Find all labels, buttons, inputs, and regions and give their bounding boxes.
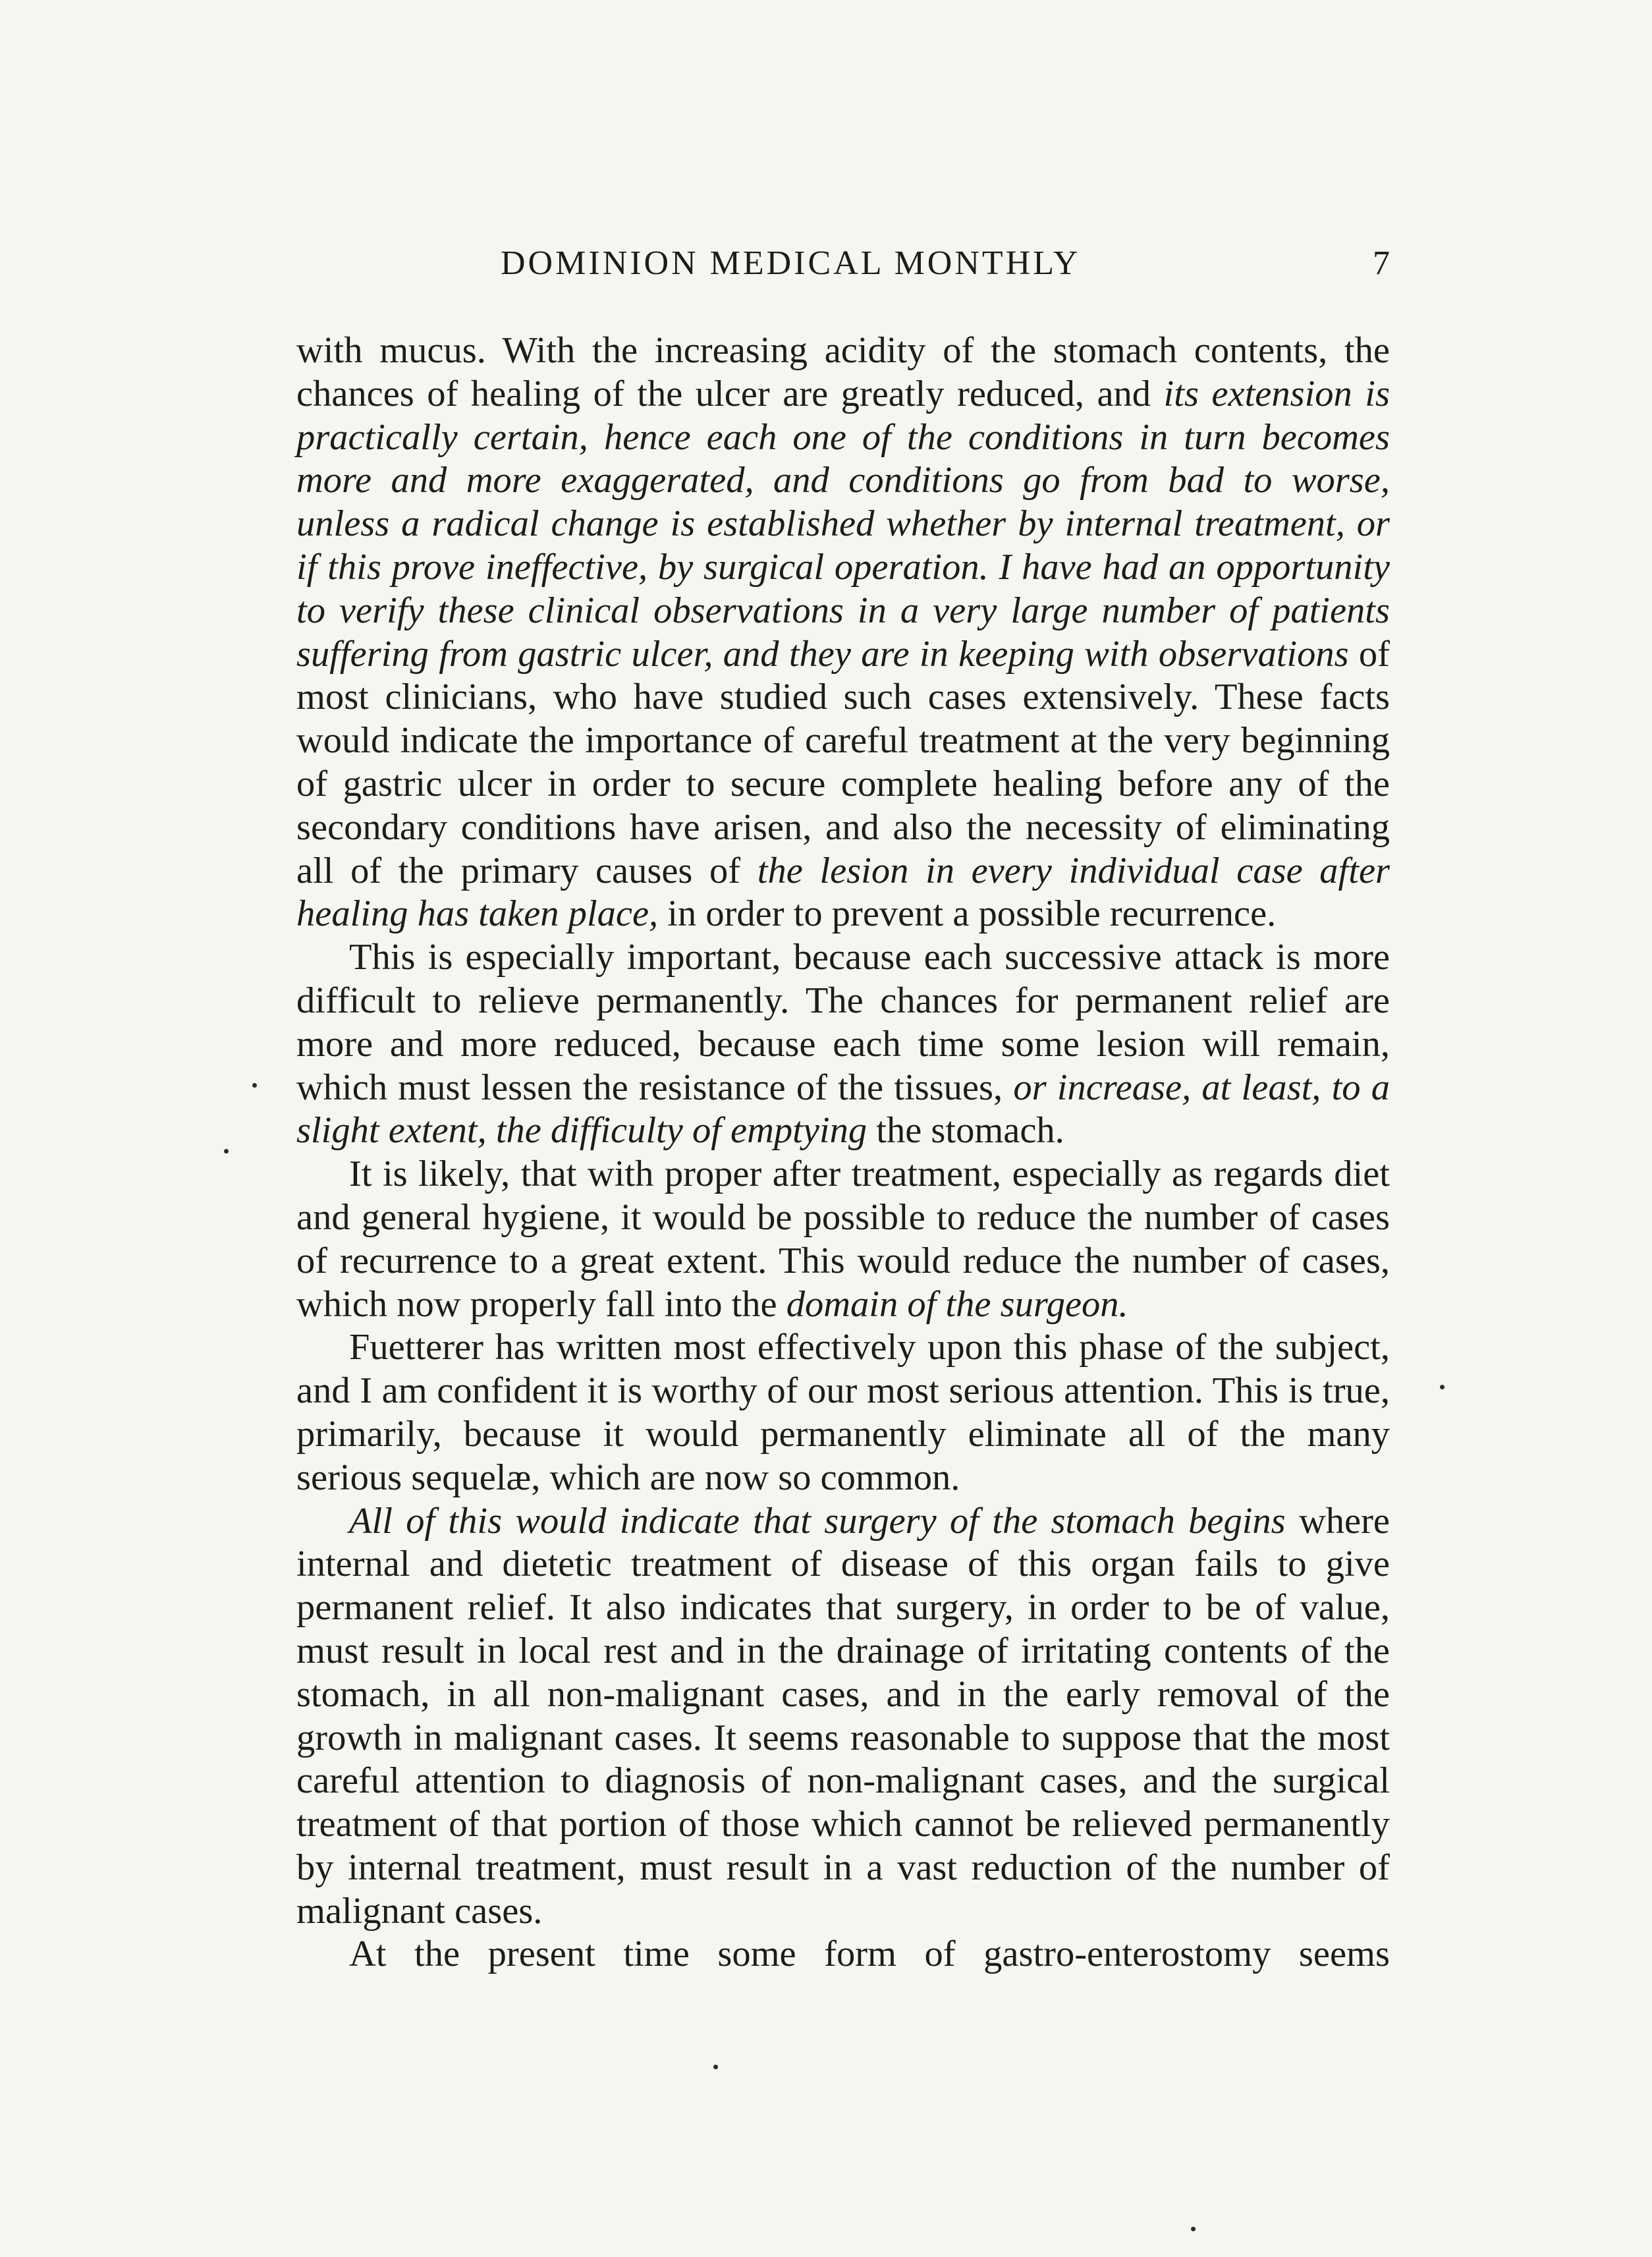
text-segment: the stomach. bbox=[867, 1110, 1064, 1152]
italic-text-segment: its extension is practically certain, hence each one of the conditions in turn becomes more and more exaggerated, and conditions go from bad to worse, unless a radical change is established whether by internal treatment, or if this prove ineffective, by surgical operation. I have had an opportunity to verify these clinical observations in a very large number of patients suffering from gastric ulcer, and they are in keeping with observations bbox=[296, 373, 1390, 675]
text-segment: where internal and dietetic treatment of disease of this organ fails to give permanent relief. It also indicates that surgery, in order to be of value, must result in local rest and in the drainage of irritating contents of the stomach, in all non-malignant cases, and in the early removal of the growth in malignant cases. It seems reasonable to suppose that the most careful attention to diagnosis of non-malignant cases, and the surgical treatment of that portion of those which cannot be relieved permanently by internal treatment, must result in a vast reduction of the number of malignant cases. bbox=[296, 1500, 1390, 1932]
italic-text-segment: domain of the surgeon. bbox=[786, 1283, 1128, 1325]
print-speck bbox=[1440, 1385, 1445, 1389]
italic-text-segment: or increase, at least, to a slight extent, the difficulty of emptying bbox=[296, 1067, 1390, 1152]
page-number: 7 bbox=[1373, 244, 1390, 282]
body-text bbox=[296, 329, 1390, 1976]
paragraph bbox=[296, 1933, 1390, 1976]
paragraph bbox=[296, 329, 1390, 936]
text-segment: with mucus. With the increasing acidity of the stomach contents, the chances of healing of the ulcer are greatly reduced, and bbox=[296, 330, 1390, 414]
paragraph bbox=[296, 936, 1390, 1153]
text-segment: At the present time some form of gastro-enterostomy seems bbox=[349, 1934, 1390, 1975]
text-segment: in order to prevent a possible recurrence. bbox=[658, 893, 1277, 935]
journal-title: DOMINION MEDICAL MONTHLY bbox=[501, 244, 1081, 282]
paragraph bbox=[296, 1153, 1390, 1326]
print-speck bbox=[252, 1083, 257, 1088]
text-segment: It is likely, that with proper after treatment, especially as regards diet and general hygiene, it would be possible to reduce the number of cases of recurrence to a great extent. This would reduce the number of cases, which now properly fall into the bbox=[296, 1154, 1390, 1325]
text-segment: of most clinicians, who have studied such cases extensively. These facts would indicate the importance of careful treatment at the very beginning of gastric ulcer in order to secure complete healing before any of the secondary conditions have arisen, and also the necessity of eliminating all of the primary causes of bbox=[296, 633, 1390, 891]
italic-text-segment: the lesion in every individual case after healing has taken place, bbox=[296, 850, 1390, 935]
paragraph bbox=[296, 1500, 1390, 1934]
print-speck bbox=[713, 2065, 718, 2069]
running-header bbox=[290, 244, 1390, 290]
text-segment: This is especially important, because each successive attack is more difficult to relieve permanently. The chances for permanent relief are more and more reduced, because each time some lesion will remain, which must lessen the resistance of the tissues, bbox=[296, 937, 1390, 1108]
text-segment: Fuetterer has written most effectively upon this phase of the subject, and I am confident it is worthy of our most serious attention. This is true, primarily, because it would permanently eliminate all of the many serious sequelæ, which are now so common. bbox=[296, 1327, 1390, 1498]
paragraph bbox=[296, 1326, 1390, 1499]
print-speck bbox=[1191, 2227, 1196, 2231]
print-speck bbox=[224, 1149, 229, 1154]
italic-text-segment: All of this would indicate that surgery of the stomach begins bbox=[349, 1500, 1286, 1542]
